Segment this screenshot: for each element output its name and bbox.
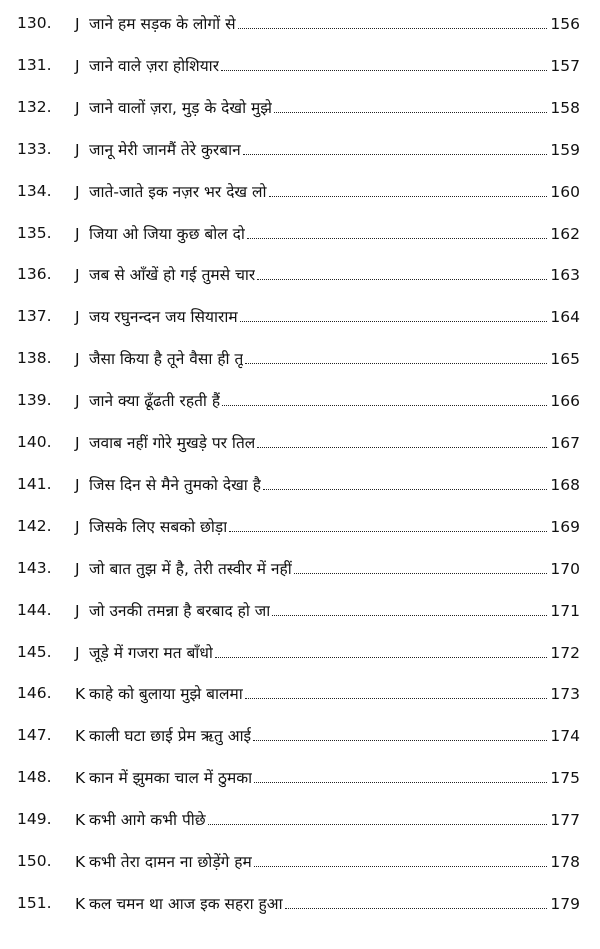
entry-number: 138.: [17, 349, 52, 368]
entry-index-letter: K: [75, 769, 86, 788]
entry-index-letter: J: [75, 15, 80, 33]
entry-title: जाते-जाते इक नज़र भर देख लो: [89, 182, 267, 201]
entry-page-number: 172: [550, 643, 580, 662]
entry-page-number: 164: [550, 308, 580, 327]
toc-entry: [0, 715, 600, 755]
entry-body: [75, 263, 580, 285]
entry-page-number: 158: [550, 98, 580, 117]
entry-body: [75, 305, 580, 327]
entry-page-number: 166: [550, 392, 580, 411]
toc-entry: [0, 548, 600, 588]
entry-body: [75, 808, 580, 830]
entry-body: [75, 724, 580, 746]
entry-index-letter: J: [75, 643, 80, 662]
entry-index-letter: J: [75, 98, 80, 117]
toc-entry: [0, 3, 600, 43]
entry-page-number: 174: [550, 727, 580, 746]
toc-entry: [0, 213, 600, 253]
entry-body: [75, 12, 580, 34]
entry-title: जवाब नहीं गोरे मुखड़े पर तिल: [89, 434, 256, 452]
toc-entry: [0, 422, 600, 462]
entry-page-number: 163: [550, 266, 580, 285]
dot-leader: [229, 531, 547, 532]
entry-number: 149.: [17, 810, 52, 829]
entry-page-number: 168: [550, 475, 580, 494]
entry-body: [75, 641, 580, 663]
entry-page-number: 160: [550, 182, 580, 201]
entry-body: [75, 222, 580, 244]
entry-index-letter: J: [75, 475, 80, 494]
entry-index-letter: J: [75, 140, 80, 159]
entry-number: 131.: [17, 55, 52, 74]
entry-body: [75, 347, 580, 369]
toc-entry: [0, 799, 600, 839]
dot-leader: [222, 405, 547, 406]
entry-number: 142.: [17, 516, 52, 535]
entry-number: 150.: [17, 852, 52, 870]
toc-entry: [0, 883, 600, 923]
entry-title: जाने वालों ज़रा, मुड़ के देखो मुझे: [89, 98, 272, 117]
toc-entry: [0, 338, 600, 378]
dot-leader: [240, 321, 548, 322]
entry-title: काहे को बुलाया मुझे बालमा: [89, 685, 243, 704]
entry-index-letter: J: [75, 601, 80, 620]
toc-entry: [0, 632, 600, 672]
entry-body: [75, 850, 580, 872]
entry-number: 135.: [17, 223, 52, 242]
entry-title: जो उनकी तमन्ना है बरबाद हो जा: [89, 601, 271, 620]
toc-entry: [0, 87, 600, 127]
entry-page-number: 179: [550, 894, 580, 913]
entry-index-letter: J: [75, 182, 80, 201]
dot-leader: [247, 238, 547, 239]
toc-entry: [0, 296, 600, 336]
entry-number: 139.: [17, 391, 52, 410]
entry-index-letter: J: [75, 434, 80, 452]
entry-title: जाने वाले ज़रा होशियार: [89, 56, 220, 75]
entry-number: 147.: [17, 726, 52, 745]
dot-leader: [215, 657, 548, 658]
entry-number: 144.: [17, 600, 52, 619]
entry-title: कभी तेरा दामन ना छोड़ेंगे हम: [89, 853, 252, 871]
toc-entry: [0, 841, 600, 881]
toc-entry: [0, 380, 600, 420]
entry-title: जूड़े में गजरा मत बाँधो: [89, 643, 213, 662]
entry-number: 148.: [17, 768, 52, 787]
entry-page-number: 175: [550, 769, 580, 788]
entry-body: [75, 389, 580, 411]
entry-body: [75, 599, 580, 621]
entry-title: जैसा किया है तूने वैसा ही तू: [89, 350, 244, 369]
entry-index-letter: K: [75, 811, 86, 830]
dot-leader: [272, 615, 547, 616]
entry-number: 151.: [17, 893, 52, 912]
entry-page-number: 156: [550, 15, 580, 33]
entry-page-number: 178: [550, 853, 580, 871]
entry-page-number: 157: [550, 56, 580, 75]
dot-leader: [269, 196, 548, 197]
entry-number: 137.: [17, 307, 52, 326]
entry-title: जो बात तुझ में है, तेरी तस्वीर में नहीं: [89, 559, 292, 578]
entry-body: [75, 180, 580, 202]
entry-index-letter: J: [75, 350, 80, 369]
entry-index-letter: K: [75, 894, 86, 913]
entry-number: 141.: [17, 474, 52, 493]
dot-leader: [238, 28, 548, 29]
entry-index-letter: K: [75, 727, 86, 746]
entry-index-letter: K: [75, 685, 86, 704]
toc-entry: [0, 254, 600, 294]
entry-title: जिया ओ जिया कुछ बोल दो: [89, 224, 245, 243]
entry-title: कभी आगे कभी पीछे: [89, 811, 206, 830]
entry-body: [75, 515, 580, 537]
entry-index-letter: J: [75, 517, 80, 536]
entry-title: जाने हम सड़क के लोगों से: [89, 15, 236, 33]
entry-number: 140.: [17, 433, 52, 451]
entry-title: कान में झुमका चाल में ठुमका: [89, 769, 253, 788]
toc-entry: [0, 129, 600, 169]
dot-leader: [285, 908, 548, 909]
entry-body: [75, 473, 580, 495]
dot-leader: [245, 363, 547, 364]
entry-index-letter: K: [75, 853, 86, 871]
entry-number: 136.: [17, 265, 52, 284]
entry-title: जाने क्या ढूँढती रहती हैं: [89, 392, 221, 411]
dot-leader: [257, 279, 547, 280]
entry-title: जब से आँखें हो गई तुमसे चार: [89, 266, 256, 285]
entry-page-number: 167: [550, 434, 580, 452]
entry-body: [75, 766, 580, 788]
entry-body: [75, 682, 580, 704]
dot-leader: [254, 866, 548, 867]
entry-number: 130.: [17, 14, 52, 32]
dot-leader: [221, 70, 547, 71]
entry-body: [75, 96, 580, 118]
toc-entry: [0, 757, 600, 797]
dot-leader: [263, 489, 547, 490]
entry-body: [75, 54, 580, 76]
entry-title: जिसके लिए सबको छोड़ा: [89, 517, 228, 536]
entry-index-letter: J: [75, 266, 80, 285]
dot-leader: [253, 740, 547, 741]
entry-body: [75, 138, 580, 160]
toc-entry: [0, 464, 600, 504]
dot-leader: [254, 782, 547, 783]
entry-index-letter: J: [75, 559, 80, 578]
dot-leader: [274, 112, 547, 113]
entry-body: [75, 557, 580, 579]
entry-title: जिस दिन से मैने तुमको देखा है: [89, 475, 261, 494]
entry-page-number: 171: [550, 601, 580, 620]
entry-body: [75, 892, 580, 914]
entry-number: 143.: [17, 558, 52, 577]
entry-index-letter: J: [75, 392, 80, 411]
dot-leader: [257, 447, 547, 448]
entry-number: 134.: [17, 181, 52, 200]
entry-page-number: 165: [550, 350, 580, 369]
toc-entry: [0, 171, 600, 211]
toc-entry: [0, 673, 600, 713]
entry-number: 133.: [17, 139, 52, 158]
entry-title: जानू मेरी जानमैं तेरे कुरबान: [89, 140, 241, 159]
entry-index-letter: J: [75, 308, 80, 327]
entry-index-letter: J: [75, 224, 80, 243]
entry-number: 145.: [17, 642, 52, 661]
entry-title: जय रघुनन्दन जय सियाराम: [89, 308, 238, 327]
entry-title: काली घटा छाई प्रेम ऋतु आई: [89, 727, 252, 746]
dot-leader: [208, 824, 548, 825]
entry-body: [75, 431, 580, 453]
toc-entry: [0, 590, 600, 630]
toc-entry: [0, 45, 600, 85]
toc-entry: [0, 506, 600, 546]
entry-page-number: 159: [550, 140, 580, 159]
entry-page-number: 169: [550, 517, 580, 536]
entry-index-letter: J: [75, 56, 80, 75]
entry-number: 132.: [17, 97, 52, 116]
entry-number: 146.: [17, 684, 52, 703]
dot-leader: [243, 154, 548, 155]
entry-title: कल चमन था आज इक सहरा हुआ: [89, 894, 283, 913]
entry-page-number: 173: [550, 685, 580, 704]
entry-page-number: 177: [550, 811, 580, 830]
dot-leader: [245, 698, 548, 699]
entry-page-number: 170: [550, 559, 580, 578]
dot-leader: [294, 573, 548, 574]
entry-page-number: 162: [550, 224, 580, 243]
